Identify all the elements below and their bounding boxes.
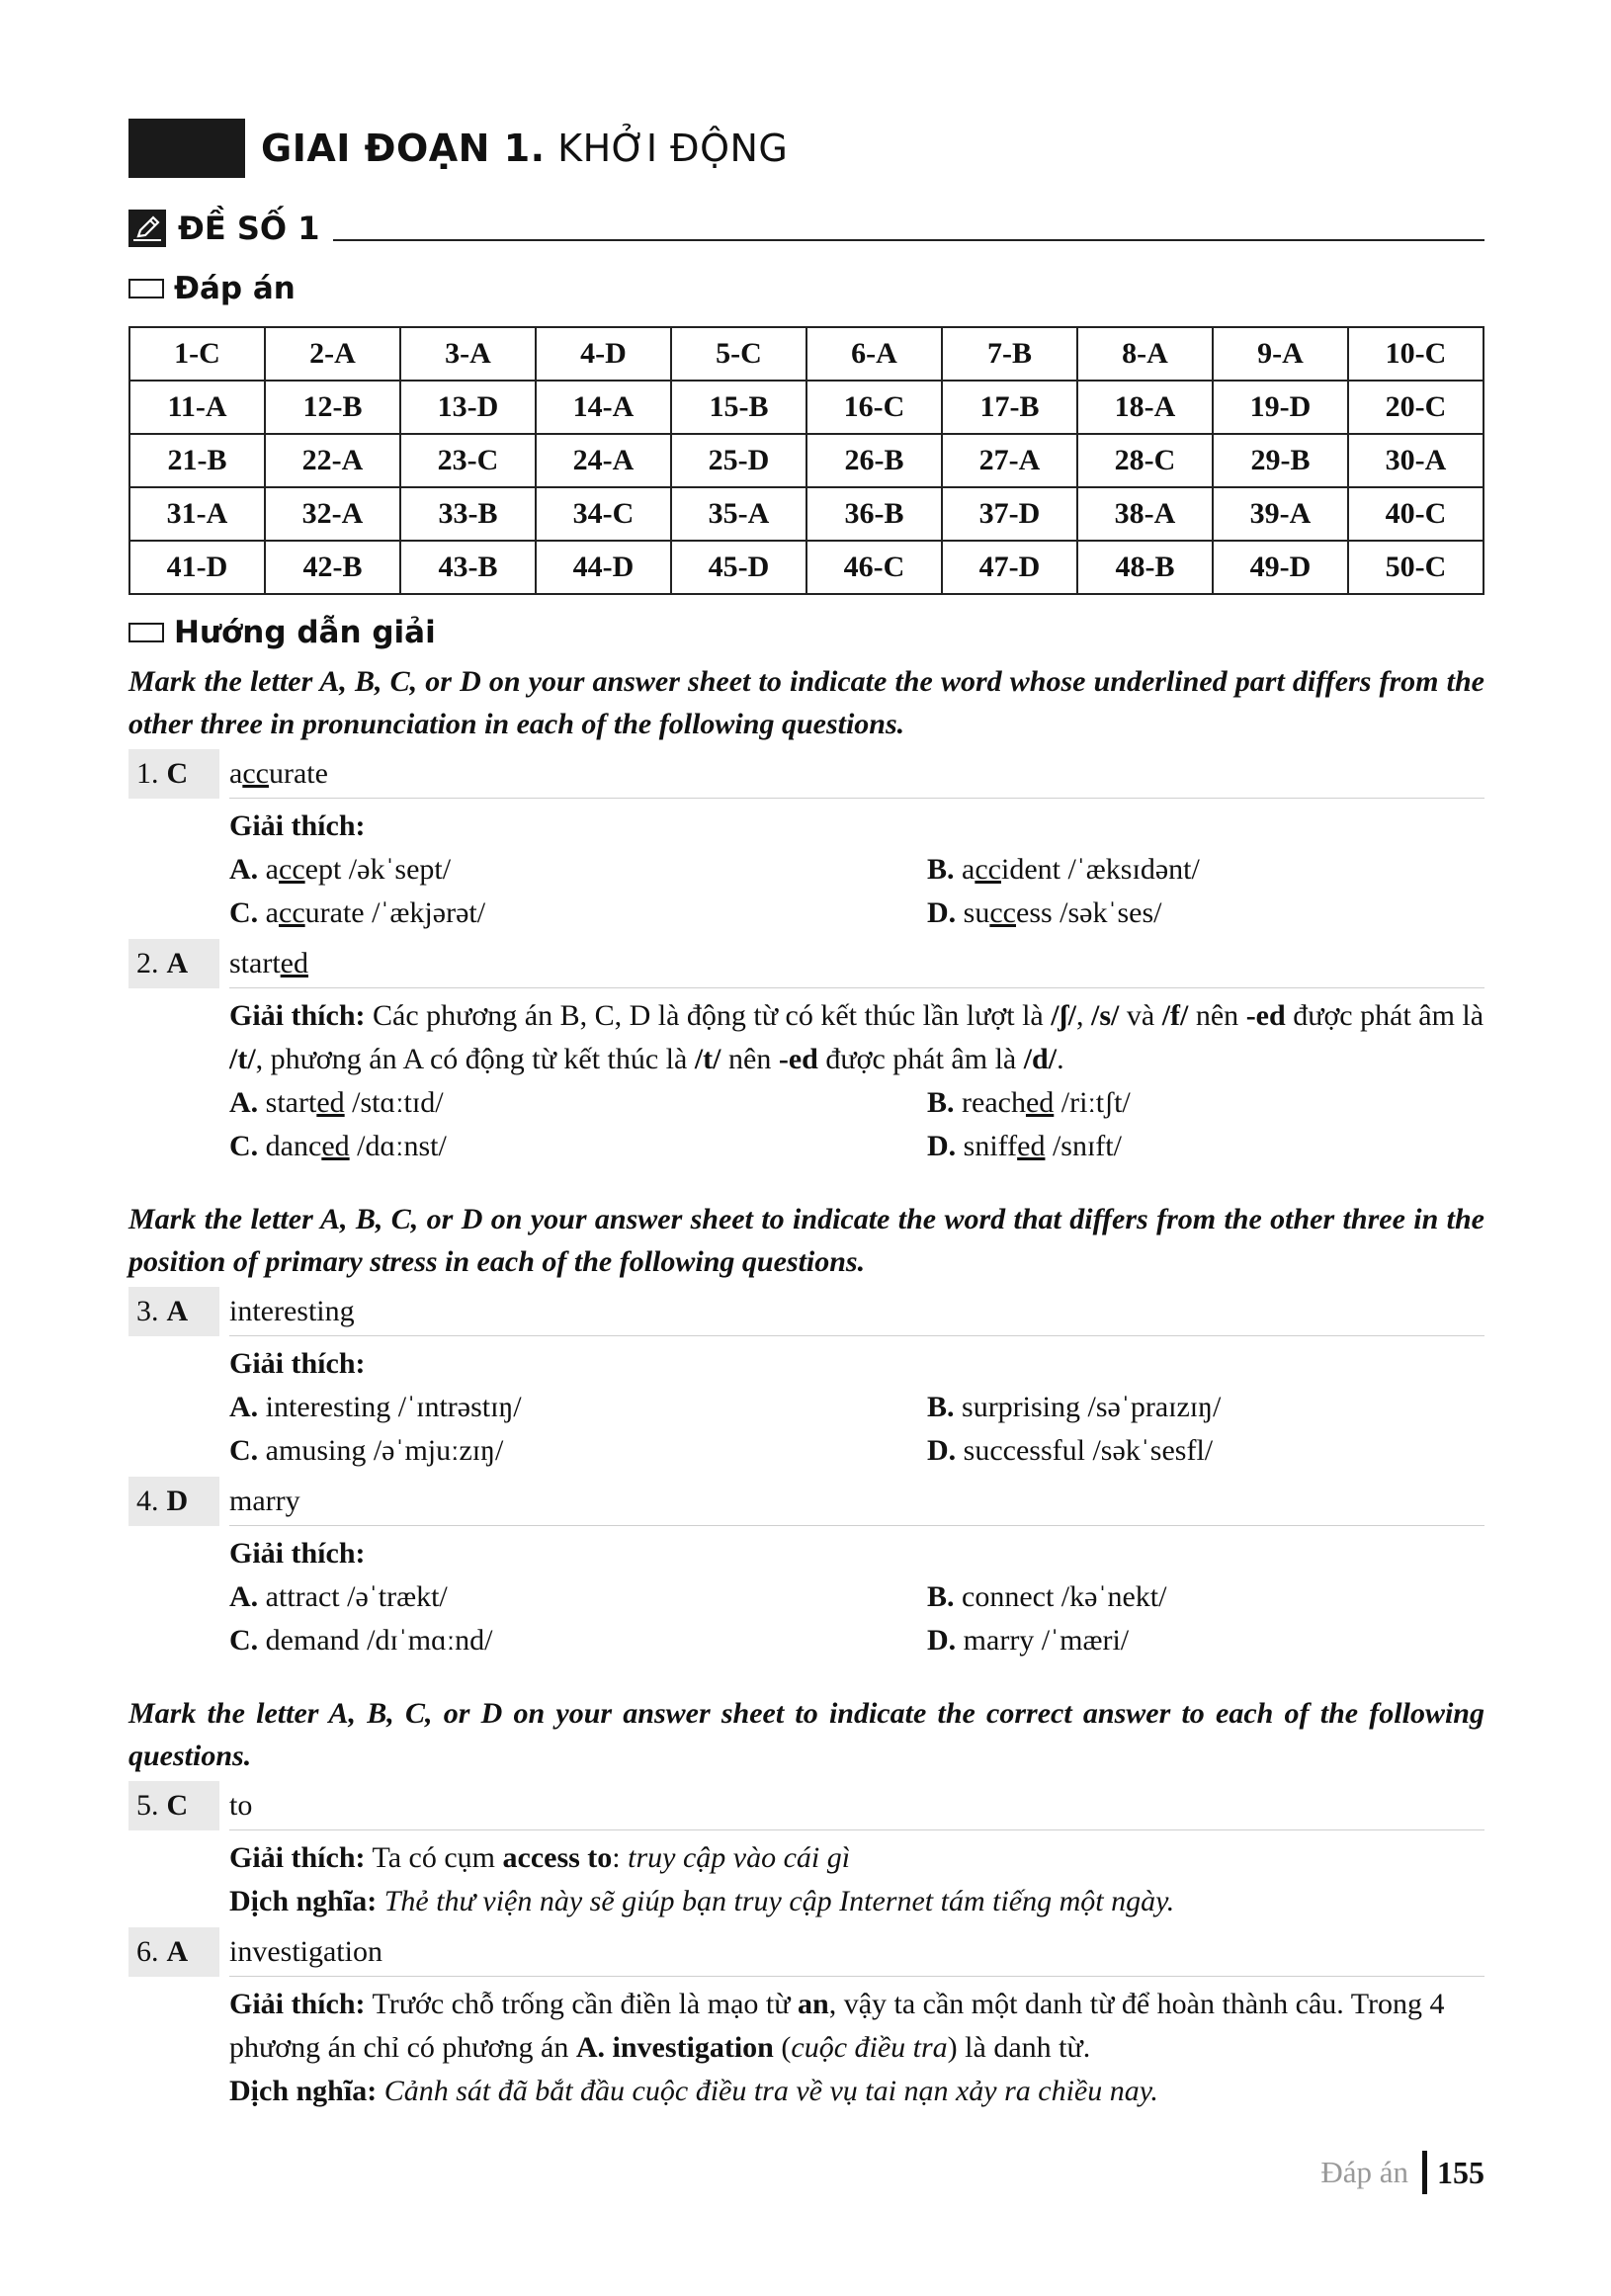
answer-cell: 39-A <box>1213 487 1348 541</box>
answers-title: Đáp án <box>174 271 296 306</box>
answer-cell: 5-C <box>671 327 806 381</box>
answer-cell: 37-D <box>942 487 1077 541</box>
options-grid <box>229 1575 1484 1662</box>
answer-cell: 8-A <box>1077 327 1213 381</box>
answer-row <box>129 541 1484 594</box>
answer-cell: 15-B <box>671 381 806 434</box>
option-d: D. marry /ˈmæri/ <box>927 1624 1130 1657</box>
page-footer <box>1320 2151 1484 2194</box>
answer-cell: 30-A <box>1348 434 1484 487</box>
answer-cell: 29-B <box>1213 434 1348 487</box>
answer-cell: 35-A <box>671 487 806 541</box>
answers-section-header <box>128 269 1484 308</box>
explanation-text: Giải thích: Trước chỗ trống cần điền là mạo từ an, vậy ta cần một danh từ để hoàn thành câu. Trong 4 phương án chỉ có phương án A. investigation (cuộc điều tra) là danh từ. <box>229 1988 1445 2064</box>
answer-cell: 9-A <box>1213 327 1348 381</box>
answer-cell: 13-D <box>400 381 536 434</box>
option-b: B. surprising /səˈpraɪzɪŋ/ <box>927 1391 1222 1423</box>
translation-text: Dịch nghĩa: Thẻ thư viện này sẽ giúp bạn truy cập Internet tám tiếng một ngày. <box>229 1885 1175 1917</box>
answer-cell: 11-A <box>129 381 265 434</box>
answer-table <box>128 326 1484 595</box>
page-number: 155 <box>1437 2154 1484 2190</box>
option-a: A. accept /əkˈsept/ <box>229 853 452 886</box>
stage-title: GIAI ĐOẠN 1. KHỞI ĐỘNG <box>261 127 789 170</box>
answer-cell: 14-A <box>536 381 671 434</box>
answer-cell: 2-A <box>265 327 400 381</box>
answer-cell: 46-C <box>806 541 942 594</box>
option-b: B. reached /riːtʃt/ <box>927 1086 1131 1119</box>
option-c: C. amusing /əˈmjuːzɪŋ/ <box>229 1434 504 1467</box>
question-2 <box>128 939 1484 1168</box>
answer-cell: 50-C <box>1348 541 1484 594</box>
footer-divider <box>1422 2151 1427 2194</box>
answer-cell: 1-C <box>129 327 265 381</box>
answer-cell: 43-B <box>400 541 536 594</box>
page-content <box>128 119 1484 2113</box>
answer-cell: 44-D <box>536 541 671 594</box>
options-grid <box>229 1081 1484 1168</box>
question-answer: interesting <box>229 1287 1484 1336</box>
answer-cell: 34-C <box>536 487 671 541</box>
explanation <box>229 1336 1484 1473</box>
pencil-icon <box>128 210 166 247</box>
question-row <box>128 1287 1484 1336</box>
options-grid <box>229 848 1484 935</box>
exam-header <box>128 202 1484 247</box>
question-4 <box>128 1477 1484 1662</box>
answer-cell: 20-C <box>1348 381 1484 434</box>
instruction-pronunciation: Mark the letter A, B, C, or D on your answer sheet to indicate the word whose underlined part differs from the other three in pronunciation in each of the following questions. <box>128 665 1484 740</box>
question-answer: start ed <box>229 939 1484 988</box>
question-number: 3. A <box>128 1287 219 1336</box>
answer-cell: 23-C <box>400 434 536 487</box>
translation-text: Dịch nghĩa: Cảnh sát đã bắt đầu cuộc điều tra về vụ tai nạn xảy ra chiều nay. <box>229 2075 1158 2107</box>
answer-cell: 48-B <box>1077 541 1213 594</box>
question-6 <box>128 1927 1484 2113</box>
question-1 <box>128 749 1484 935</box>
answer-cell: 41-D <box>129 541 265 594</box>
answer-cell: 22-A <box>265 434 400 487</box>
answer-cell: 24-A <box>536 434 671 487</box>
explanation <box>229 799 1484 935</box>
question-row <box>128 749 1484 799</box>
question-number: 5. C <box>128 1781 219 1830</box>
answer-cell: 7-B <box>942 327 1077 381</box>
answer-cell: 42-B <box>265 541 400 594</box>
question-answer: a cc urate <box>229 749 1484 799</box>
answer-cell: 17-B <box>942 381 1077 434</box>
answer-cell: 19-D <box>1213 381 1348 434</box>
footer-label: Đáp án <box>1320 2155 1408 2189</box>
guide-section-header <box>128 613 1484 652</box>
explain-label: Giải thích: <box>229 1347 366 1380</box>
answer-cell: 12-B <box>265 381 400 434</box>
question-5 <box>128 1781 1484 1923</box>
instruction-stress: Mark the letter A, B, C, or D on your answer sheet to indicate the word that differs from the other three in the position of primary stress in each of the following questions. <box>128 1203 1484 1278</box>
answer-cell: 28-C <box>1077 434 1213 487</box>
explanation <box>229 1830 1484 1923</box>
answer-cell: 25-D <box>671 434 806 487</box>
explanation <box>229 1526 1484 1662</box>
answer-cell: 6-A <box>806 327 942 381</box>
question-row <box>128 1477 1484 1526</box>
question-number: 1. C <box>128 749 219 799</box>
exam-title: ĐỀ SỐ 1 <box>178 210 320 247</box>
answer-cell: 4-D <box>536 327 671 381</box>
option-b: B. accident /ˈæksɪdənt/ <box>927 853 1200 886</box>
option-b: B. connect /kəˈnekt/ <box>927 1580 1167 1613</box>
exam-rule <box>333 239 1484 241</box>
option-c: C. accurate /ˈækjərət/ <box>229 896 486 929</box>
option-a: A. attract /əˈtrækt/ <box>229 1580 448 1613</box>
answer-cell: 32-A <box>265 487 400 541</box>
option-d: D. successful /səkˈsesfl/ <box>927 1434 1214 1467</box>
option-a: A. started /stɑːtɪd/ <box>229 1086 444 1119</box>
answer-cell: 33-B <box>400 487 536 541</box>
option-a: A. interesting /ˈɪntrəstɪŋ/ <box>229 1391 522 1423</box>
explain-label: Giải thích: <box>229 809 366 842</box>
answer-cell: 16-C <box>806 381 942 434</box>
question-row <box>128 1927 1484 1977</box>
option-c: C. danced /dɑːnst/ <box>229 1130 447 1162</box>
question-answer: investigation <box>229 1927 1484 1977</box>
answer-cell: 47-D <box>942 541 1077 594</box>
explanation-text: Giải thích: Ta có cụm access to: truy cập vào cái gì <box>229 1841 851 1874</box>
question-number: 2. A <box>128 939 219 988</box>
option-c: C. demand /dɪˈmɑːnd/ <box>229 1624 493 1657</box>
answer-cell: 45-D <box>671 541 806 594</box>
answer-row <box>129 327 1484 381</box>
guide-title: Hướng dẫn giải <box>174 615 436 650</box>
question-number: 4. D <box>128 1477 219 1526</box>
answer-cell: 38-A <box>1077 487 1213 541</box>
answer-cell: 18-A <box>1077 381 1213 434</box>
question-number: 6. A <box>128 1927 219 1977</box>
options-grid <box>229 1386 1484 1473</box>
question-3 <box>128 1287 1484 1473</box>
answer-cell: 3-A <box>400 327 536 381</box>
explain-label: Giải thích: <box>229 1537 366 1570</box>
answer-cell: 21-B <box>129 434 265 487</box>
option-d: D. success /səkˈses/ <box>927 896 1162 929</box>
explanation-text: Giải thích: Các phương án B, C, D là động từ có kết thúc lần lượt là /ʃ/, /s/ và /f/ nên -ed được phát âm là /t/, phương án A có động từ kết thúc là /t/ nên -ed được phát âm là /d/. <box>229 999 1484 1075</box>
question-answer: to <box>229 1781 1484 1830</box>
explanation <box>229 988 1484 1168</box>
stage-header <box>128 119 1484 178</box>
answer-cell: 27-A <box>942 434 1077 487</box>
answer-cell: 49-D <box>1213 541 1348 594</box>
question-row <box>128 939 1484 988</box>
option-d: D. sniffed /snɪft/ <box>927 1130 1122 1162</box>
explanation <box>229 1977 1484 2113</box>
question-row <box>128 1781 1484 1830</box>
answer-cell: 36-B <box>806 487 942 541</box>
answer-row <box>129 434 1484 487</box>
answer-row <box>129 487 1484 541</box>
stage-block-decor <box>128 119 245 178</box>
question-answer: marry <box>229 1477 1484 1526</box>
instruction-correct: Mark the letter A, B, C, or D on your answer sheet to indicate the correct answer to each of the following questions. <box>128 1697 1484 1772</box>
box-icon <box>128 279 164 298</box>
answer-cell: 31-A <box>129 487 265 541</box>
box-icon <box>128 623 164 642</box>
answer-row <box>129 381 1484 434</box>
answer-cell: 10-C <box>1348 327 1484 381</box>
answer-cell: 40-C <box>1348 487 1484 541</box>
answer-cell: 26-B <box>806 434 942 487</box>
